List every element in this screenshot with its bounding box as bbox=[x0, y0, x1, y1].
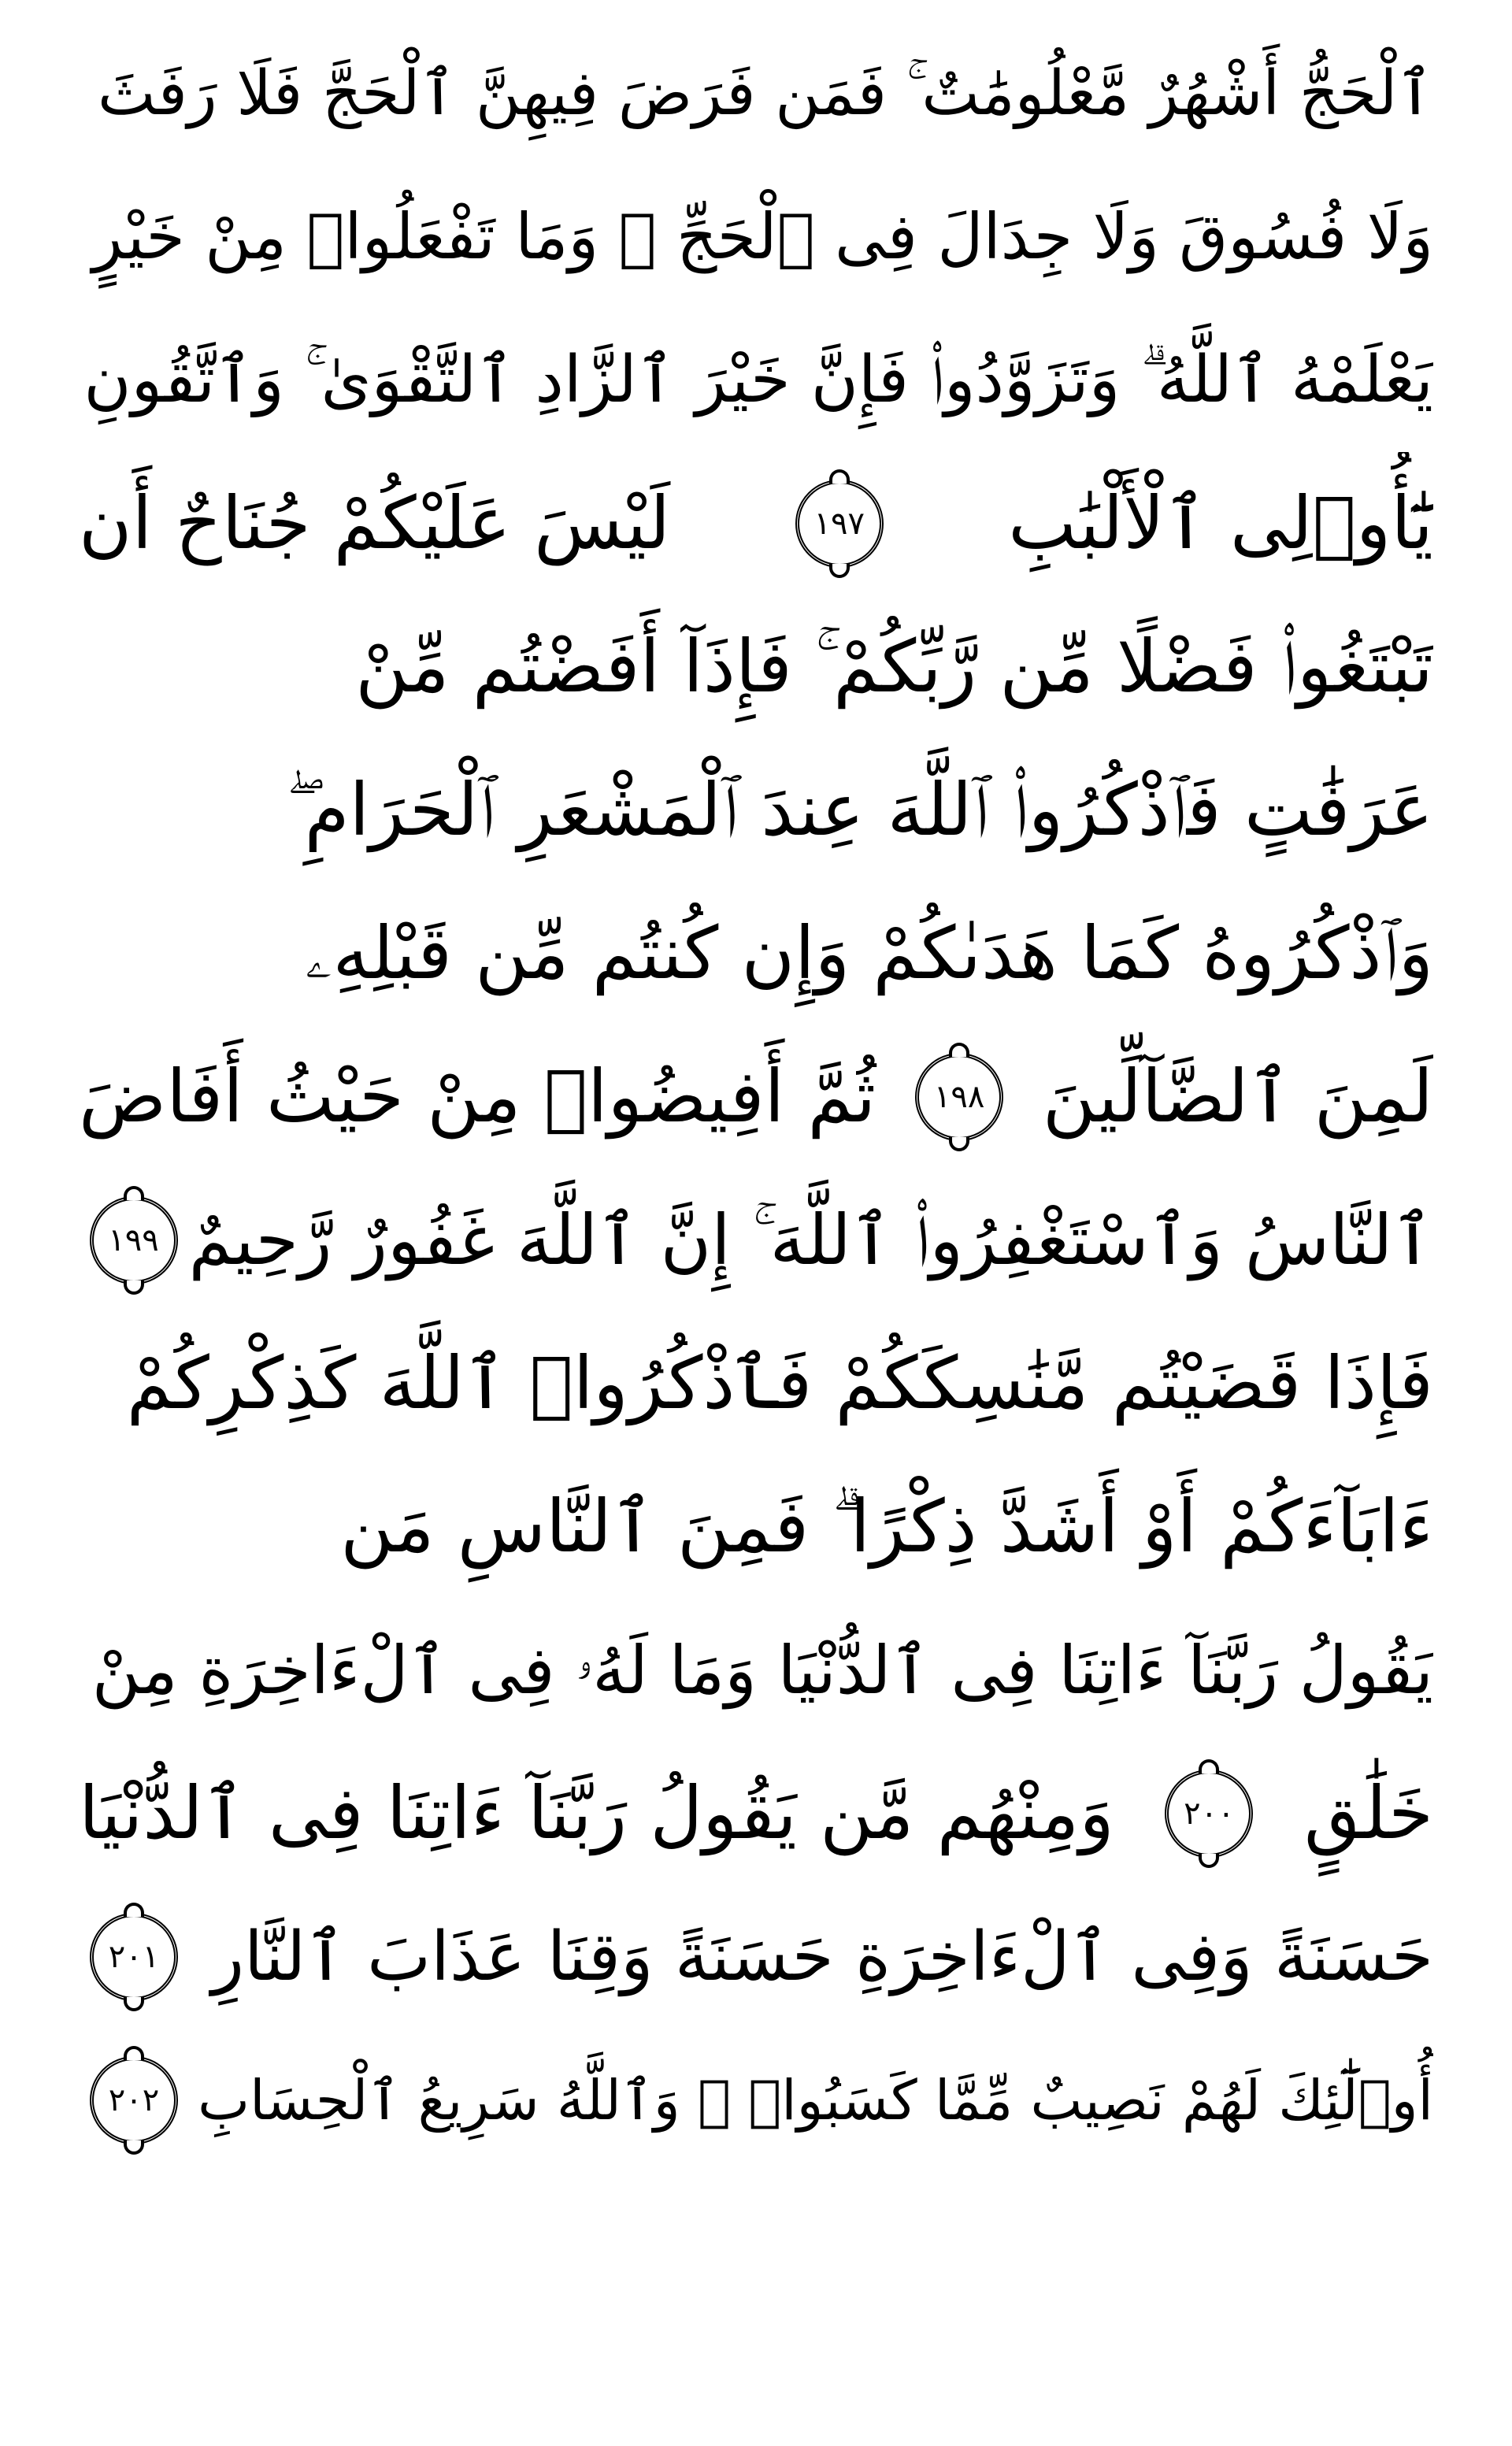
verse-text: أُو۟لَٰٓئِكَ لَهُمْ نَصِيبٌ مِّمَّا كَسَبُوا۟ ۚ وَٱللَّهُ سَرِيعُ ٱلْحِسَابِ bbox=[198, 2068, 1433, 2133]
verse-text: عَرَفَٰتٍ فَٱذْكُرُوا۟ ٱللَّهَ عِندَ ٱلْمَشْعَرِ ٱلْحَرَامِ ۖ bbox=[286, 768, 1433, 852]
ayah-number: ٢٠٠ bbox=[1184, 1796, 1235, 1832]
ayah-marker-icon bbox=[90, 1196, 178, 1284]
text-line-11 bbox=[79, 1455, 1433, 1599]
verse-text: يَعْلَمْهُ ٱللَّهُ ۗ وَتَزَوَّدُوا۟ فَإِنَّ خَيْرَ ٱلزَّادِ ٱلتَّقْوَىٰ ۚ وَٱتَّقُونِ bbox=[83, 343, 1433, 417]
text-line-15 bbox=[79, 2029, 1433, 2172]
verse-text: ٱلْحَجُّ أَشْهُرٌ مَّعْلُومَٰتٌ ۚ فَمَن فَرَضَ فِيهِنَّ ٱلْحَجَّ فَلَا رَفَثَ bbox=[97, 58, 1433, 129]
text-line-5 bbox=[79, 595, 1433, 739]
text-line-8 bbox=[79, 1025, 1433, 1169]
text-line-12 bbox=[79, 1599, 1433, 1742]
verse-text: فَإِذَا قَضَيْتُم مَّنَٰسِكَكُمْ فَٱذْكُرُوا۟ ٱللَّهَ كَذِكْرِكُمْ bbox=[126, 1341, 1433, 1425]
text-line-10 bbox=[79, 1312, 1433, 1455]
ayah-number: ١٩٧ bbox=[813, 506, 865, 542]
ayah-number: ٢٠٢ bbox=[108, 2082, 160, 2118]
verse-text: وَمِنْهُم مَّن يَقُولُ رَبَّنَآ ءَاتِنَا فِى ٱلدُّنْيَا bbox=[79, 1771, 1114, 1855]
text-line-14 bbox=[79, 1885, 1433, 2029]
ayah-number: ٢٠١ bbox=[108, 1939, 160, 1975]
verse-text: ثُمَّ أَفِيضُوا۟ مِنْ حَيْثُ أَفَاضَ bbox=[79, 1054, 876, 1139]
verse-text: يَٰٓأُو۟لِى ٱلْأَلْبَٰبِ bbox=[1008, 481, 1433, 565]
ayah-marker-icon bbox=[90, 1913, 178, 2001]
text-line-1 bbox=[79, 22, 1433, 165]
text-line-7 bbox=[79, 882, 1433, 1025]
verse-text: وَلَا فُسُوقَ وَلَا جِدَالَ فِى ٱلْحَجِّ ۗ وَمَا تَفْعَلُوا۟ مِنْ خَيْرٍ bbox=[92, 200, 1433, 273]
verse-text: خَلَٰقٍ bbox=[1303, 1771, 1433, 1855]
verse-text: يَقُولُ رَبَّنَآ ءَاتِنَا فِى ٱلدُّنْيَا وَمَا لَهُۥ فِى ٱلْءَاخِرَةِ مِنْ bbox=[91, 1632, 1433, 1709]
text-line-13 bbox=[79, 1742, 1433, 1885]
ayah-marker-icon bbox=[915, 1053, 1003, 1141]
text-line-9 bbox=[79, 1169, 1433, 1312]
text-line-2 bbox=[79, 165, 1433, 309]
verse-text: وَٱذْكُرُوهُ كَمَا هَدَىٰكُمْ وَإِن كُنتُم مِّن قَبْلِهِۦ bbox=[305, 911, 1433, 995]
verse-text: تَبْتَغُوا۟ فَضْلًا مِّن رَّبِّكُمْ ۚ فَإِذَآ أَفَضْتُم مِّنْ bbox=[355, 624, 1433, 709]
verse-text: لَمِنَ ٱلضَّآلِّينَ bbox=[1042, 1054, 1433, 1139]
text-line-3 bbox=[79, 309, 1433, 452]
verse-text: ٱلنَّاسُ وَٱسْتَغْفِرُوا۟ ٱللَّهَ ۚ إِنَّ ٱللَّهَ غَفُورٌ رَّحِيمٌ bbox=[188, 1199, 1433, 1280]
ayah-marker-icon bbox=[1165, 1770, 1253, 1858]
text-line-4 bbox=[79, 452, 1433, 595]
ayah-number: ١٩٩ bbox=[108, 1222, 159, 1258]
ayah-number: ١٩٨ bbox=[933, 1079, 985, 1115]
verse-text: ءَابَآءَكُمْ أَوْ أَشَدَّ ذِكْرًا ۗ فَمِنَ ٱلنَّاسِ مَن bbox=[340, 1484, 1433, 1569]
verse-text: لَيْسَ عَلَيْكُمْ جُنَاحٌ أَن bbox=[79, 481, 671, 565]
ayah-marker-icon bbox=[90, 2056, 178, 2144]
verse-text: حَسَنَةً وَفِى ٱلْءَاخِرَةِ حَسَنَةً وَقِنَا عَذَابَ ٱلنَّارِ bbox=[211, 1918, 1433, 1996]
ayah-marker-icon bbox=[795, 480, 884, 568]
text-line-6 bbox=[79, 739, 1433, 882]
